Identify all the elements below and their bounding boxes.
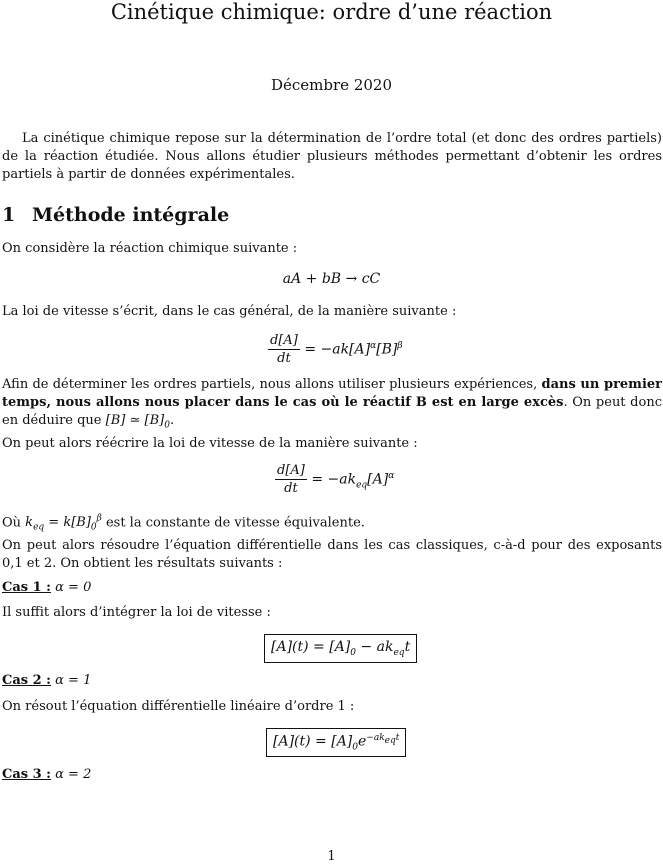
date: Décembre 2020 <box>271 76 392 94</box>
page-number: 1 <box>327 849 336 864</box>
section-heading <box>2 204 229 226</box>
equation-rate-law-eq: $\frac{d[A]}{dt}$ = $-ak_{eq}[A]^\alpha$ <box>277 463 395 496</box>
equation-rate-law: $\frac{d[A]}{dt}$ = $-ak[A]^\alpha[B]^\beta$ <box>270 333 403 366</box>
boxed-equation-order-1: $[A](t) = [A]_0e^{-ak_{eq}t}$ <box>266 728 406 757</box>
paragraph-loi: La loi de vitesse s’écrit, dans le cas général, de la manière suivante : <box>2 304 457 319</box>
paragraph-resoudre: On peut alors résoudre l’équation différentielle dans les cas classiques, c-à-d pour des exposants 0,1 et 2. On obtient les résultats suivants : <box>2 538 662 571</box>
paragraph-integrer: Il suffit alors d’intégrer la loi de vitesse : <box>2 605 271 620</box>
cas-3-label: Cas 3 : <box>2 767 51 782</box>
section-number: 1 <box>2 204 16 226</box>
section-title: Méthode intégrale <box>32 204 230 226</box>
paragraph-reaction: On considère la réaction chimique suivante : <box>2 241 298 256</box>
cas-1-label: Cas 1 : <box>2 580 51 595</box>
paragraph-ou: Où $k_{eq} = k[B]_0^\beta$ est la constante de vitesse équivalente. <box>2 514 365 533</box>
page-title: Cinétique chimique: ordre d’une réaction <box>110 0 553 24</box>
paragraph-reecrire: On peut alors réécrire la loi de vitesse de la manière suivante : <box>2 436 418 451</box>
intro-paragraph: La cinétique chimique repose sur la détermination de l’ordre total (et donc des ordres partiels) de la réaction étudiée. Nous allons étudier plusieurs méthodes permettant d’obtenir les ordres partiels à partir de données expérimentales. <box>2 131 662 182</box>
equation-reaction: aA + bB → cC <box>282 271 381 287</box>
paragraph-afin: Afin de déterminer les ordres partiels, nous allons utiliser plusieurs expériences, dans un premier temps, nous allons nous placer dans le cas où le réactif B est en large excès. On peut donc en déduire que [B] ≃ $[B]_0$. <box>2 377 662 431</box>
boxed-equation-order-0: $[A](t) = [A]_0 - ak_{eq}t$ <box>264 634 417 663</box>
cas-2: Cas 2 : α = 1 <box>2 673 92 688</box>
cas-2-label: Cas 2 : <box>2 673 51 688</box>
cas-3: Cas 3 : α = 2 <box>2 767 92 782</box>
paragraph-resout: On résout l’équation différentielle linéaire d’ordre 1 : <box>2 699 355 714</box>
cas-1: Cas 1 : α = 0 <box>2 580 92 595</box>
bold-excess: dans un premier temps, nous allons nous placer dans le cas où le réactif B est en large excès <box>2 377 662 410</box>
